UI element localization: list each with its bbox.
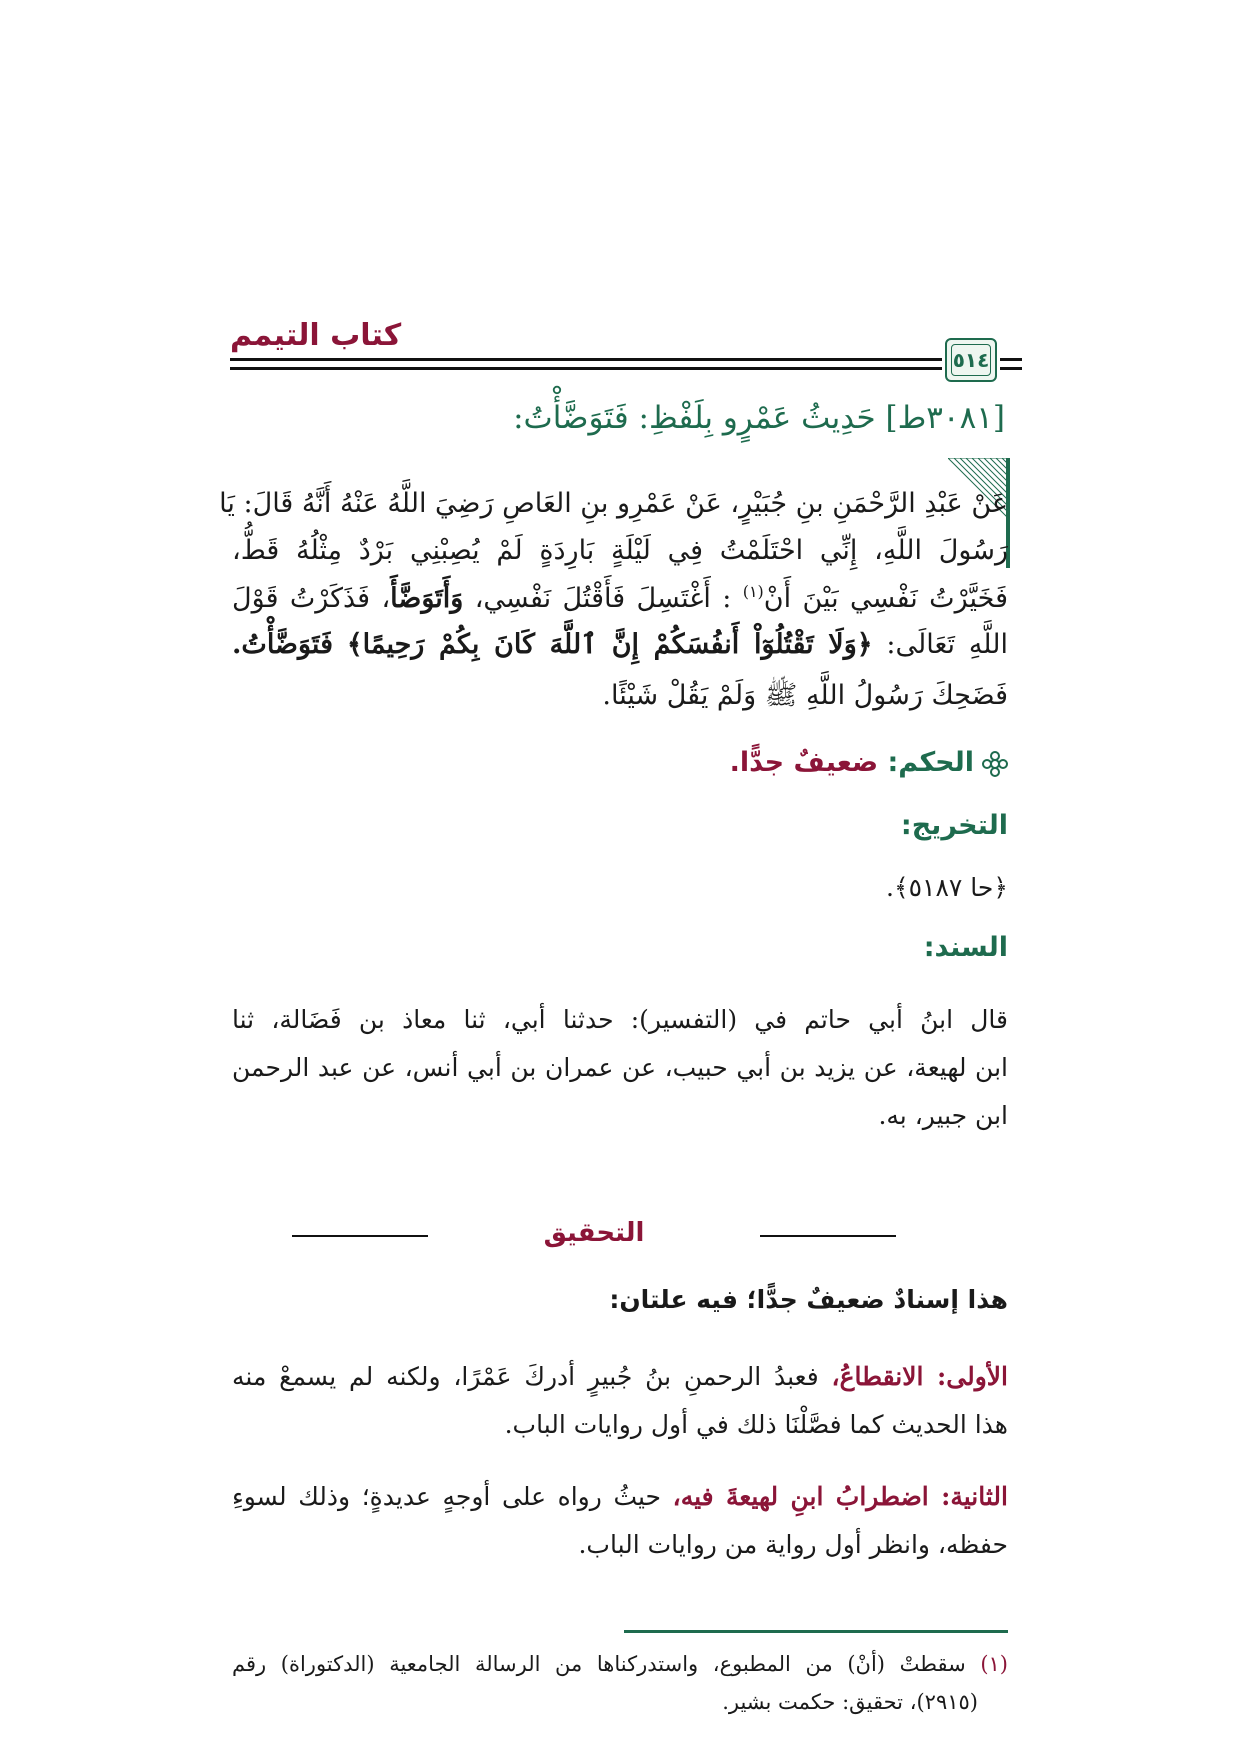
- second-issue-text: حيثُ رواه على أوجهٍ عديدةٍ؛ وذلك لسوءِ: [232, 1482, 661, 1511]
- hadith-text: اللَّهِ تَعَالَى:: [886, 629, 1008, 660]
- footnote-line-2: (٢٩١٥)، تحقيق: حكمت بشير.: [722, 1690, 978, 1714]
- hadith-line-2: رَسُولَ اللَّهِ، إِنِّي احْتَلَمْتُ فِي لَيْلَةٍ بَارِدَةٍ لَمْ يُصِبْنِي بَرْدٌ مِثْلُهُ قَطُّ،: [232, 535, 1008, 566]
- tahqiq-heading: التحقيق: [543, 1218, 645, 1248]
- tahqiq-first-line-2: هذا الحديث كما فصَّلْنَا ذلك في أول روايات الباب.: [504, 1410, 1008, 1439]
- footnote-rule: [624, 1630, 1008, 1633]
- hadith-title: [٣٠٨١ط] حَدِيثُ عَمْرٍو بِلَفْظِ: فَتَوَضَّأْتُ:: [513, 400, 1005, 436]
- sanad-line-1: قال ابنُ أبي حاتم في (التفسير): حدثنا أبي، ثنا معاذ بن فَضَالة، ثنا: [232, 1005, 1008, 1034]
- ruling-label: الحكم:: [887, 747, 974, 778]
- hadith-line-3: [232, 584, 1008, 612]
- hadith-line-4: [232, 631, 1008, 658]
- tahqiq-first-line-1: [232, 1362, 1008, 1391]
- hadith-line-5: فَضَحِكَ رَسُولُ اللَّهِ ﷺ وَلَمْ يَقُلْ شَيْئًا.: [602, 680, 1008, 711]
- footnote-number: (١): [980, 1652, 1008, 1676]
- divider-line: [760, 1235, 896, 1237]
- tahqiq-intro: هذا إسنادٌ ضعيفٌ جدًّا؛ فيه علتان:: [609, 1285, 1008, 1314]
- page-number: ٥١٤: [951, 344, 991, 376]
- header-rule: [1000, 367, 1022, 370]
- header-rule: [230, 358, 942, 361]
- second-issue-label: الثانية: اضطرابُ ابنِ لهيعةَ فيه،: [672, 1482, 1008, 1511]
- quran-verse: ﴿وَلَا تَقْتُلُوٓاْ أَنفُسَكُمْ إِنَّ ٱللَّهَ كَانَ بِكُمْ رَحِيمًا﴾: [346, 629, 873, 660]
- divider-line: [292, 1235, 428, 1237]
- sanad-heading: السند:: [923, 932, 1008, 963]
- sanad-line-2: ابن لهيعة، عن يزيد بن أبي حبيب، عن عمران بن أبي أنس، عن عبد الرحمن: [232, 1053, 1008, 1082]
- footnote-text: سقطتْ (أنْ) من المطبوع، واستدركناها من الرسالة الجامعية (الدكتوراة) رقم: [232, 1652, 966, 1676]
- sanad-line-3: ابن جبير، به.: [878, 1101, 1008, 1130]
- first-issue-text: فعبدُ الرحمنِ بنُ جُبيرٍ أدركَ عَمْرًا، ولكنه لم يسمعْ منه: [232, 1362, 819, 1391]
- footnote-line-1: [232, 1652, 1008, 1676]
- takhrij-reference: ﴿حا ٥١٨٧﴾.: [886, 873, 1008, 902]
- ruling-value: ضعيفٌ جدًّا.: [729, 747, 879, 778]
- hadith-text-bold: وَأَتَوَضَّأَ: [390, 583, 464, 614]
- hadith-line-1: عَنْ عَبْدِ الرَّحْمَنِ بنِ جُبَيْرٍ، عَنْ عَمْرِو بنِ العَاصِ رَضِيَ اللَّهُ عَنْهُ أَنَّهُ قَالَ: يَا: [219, 488, 1008, 519]
- flower-icon: [982, 751, 1008, 777]
- hadith-text: ، فَذَكَرْتُ قَوْلَ: [232, 583, 391, 614]
- hadith-text-bold: فَتَوَضَّأْتُ.: [232, 629, 333, 660]
- ruling-row: [730, 747, 1008, 778]
- tahqiq-second-line-2: حفظه، وانظر أول رواية من روايات الباب.: [578, 1530, 1008, 1559]
- first-issue-label: الأولى: الانقطاعُ،: [831, 1362, 1008, 1391]
- hadith-text: فَخَيَّرْتُ نَفْسِي بَيْنَ أَنْ: [763, 583, 1008, 614]
- takhrij-heading: التخريج:: [900, 810, 1008, 841]
- running-head: كتاب التيمم: [230, 318, 402, 353]
- header-rule: [1000, 358, 1022, 361]
- header-rule: [230, 367, 942, 370]
- hadith-text: : أَغْتَسِلَ فَأَقْتُلَ نَفْسِي،: [474, 583, 732, 614]
- footnote-marker: (١): [742, 582, 764, 601]
- tahqiq-second-line-1: [232, 1482, 1008, 1511]
- page-number-box: [945, 338, 997, 382]
